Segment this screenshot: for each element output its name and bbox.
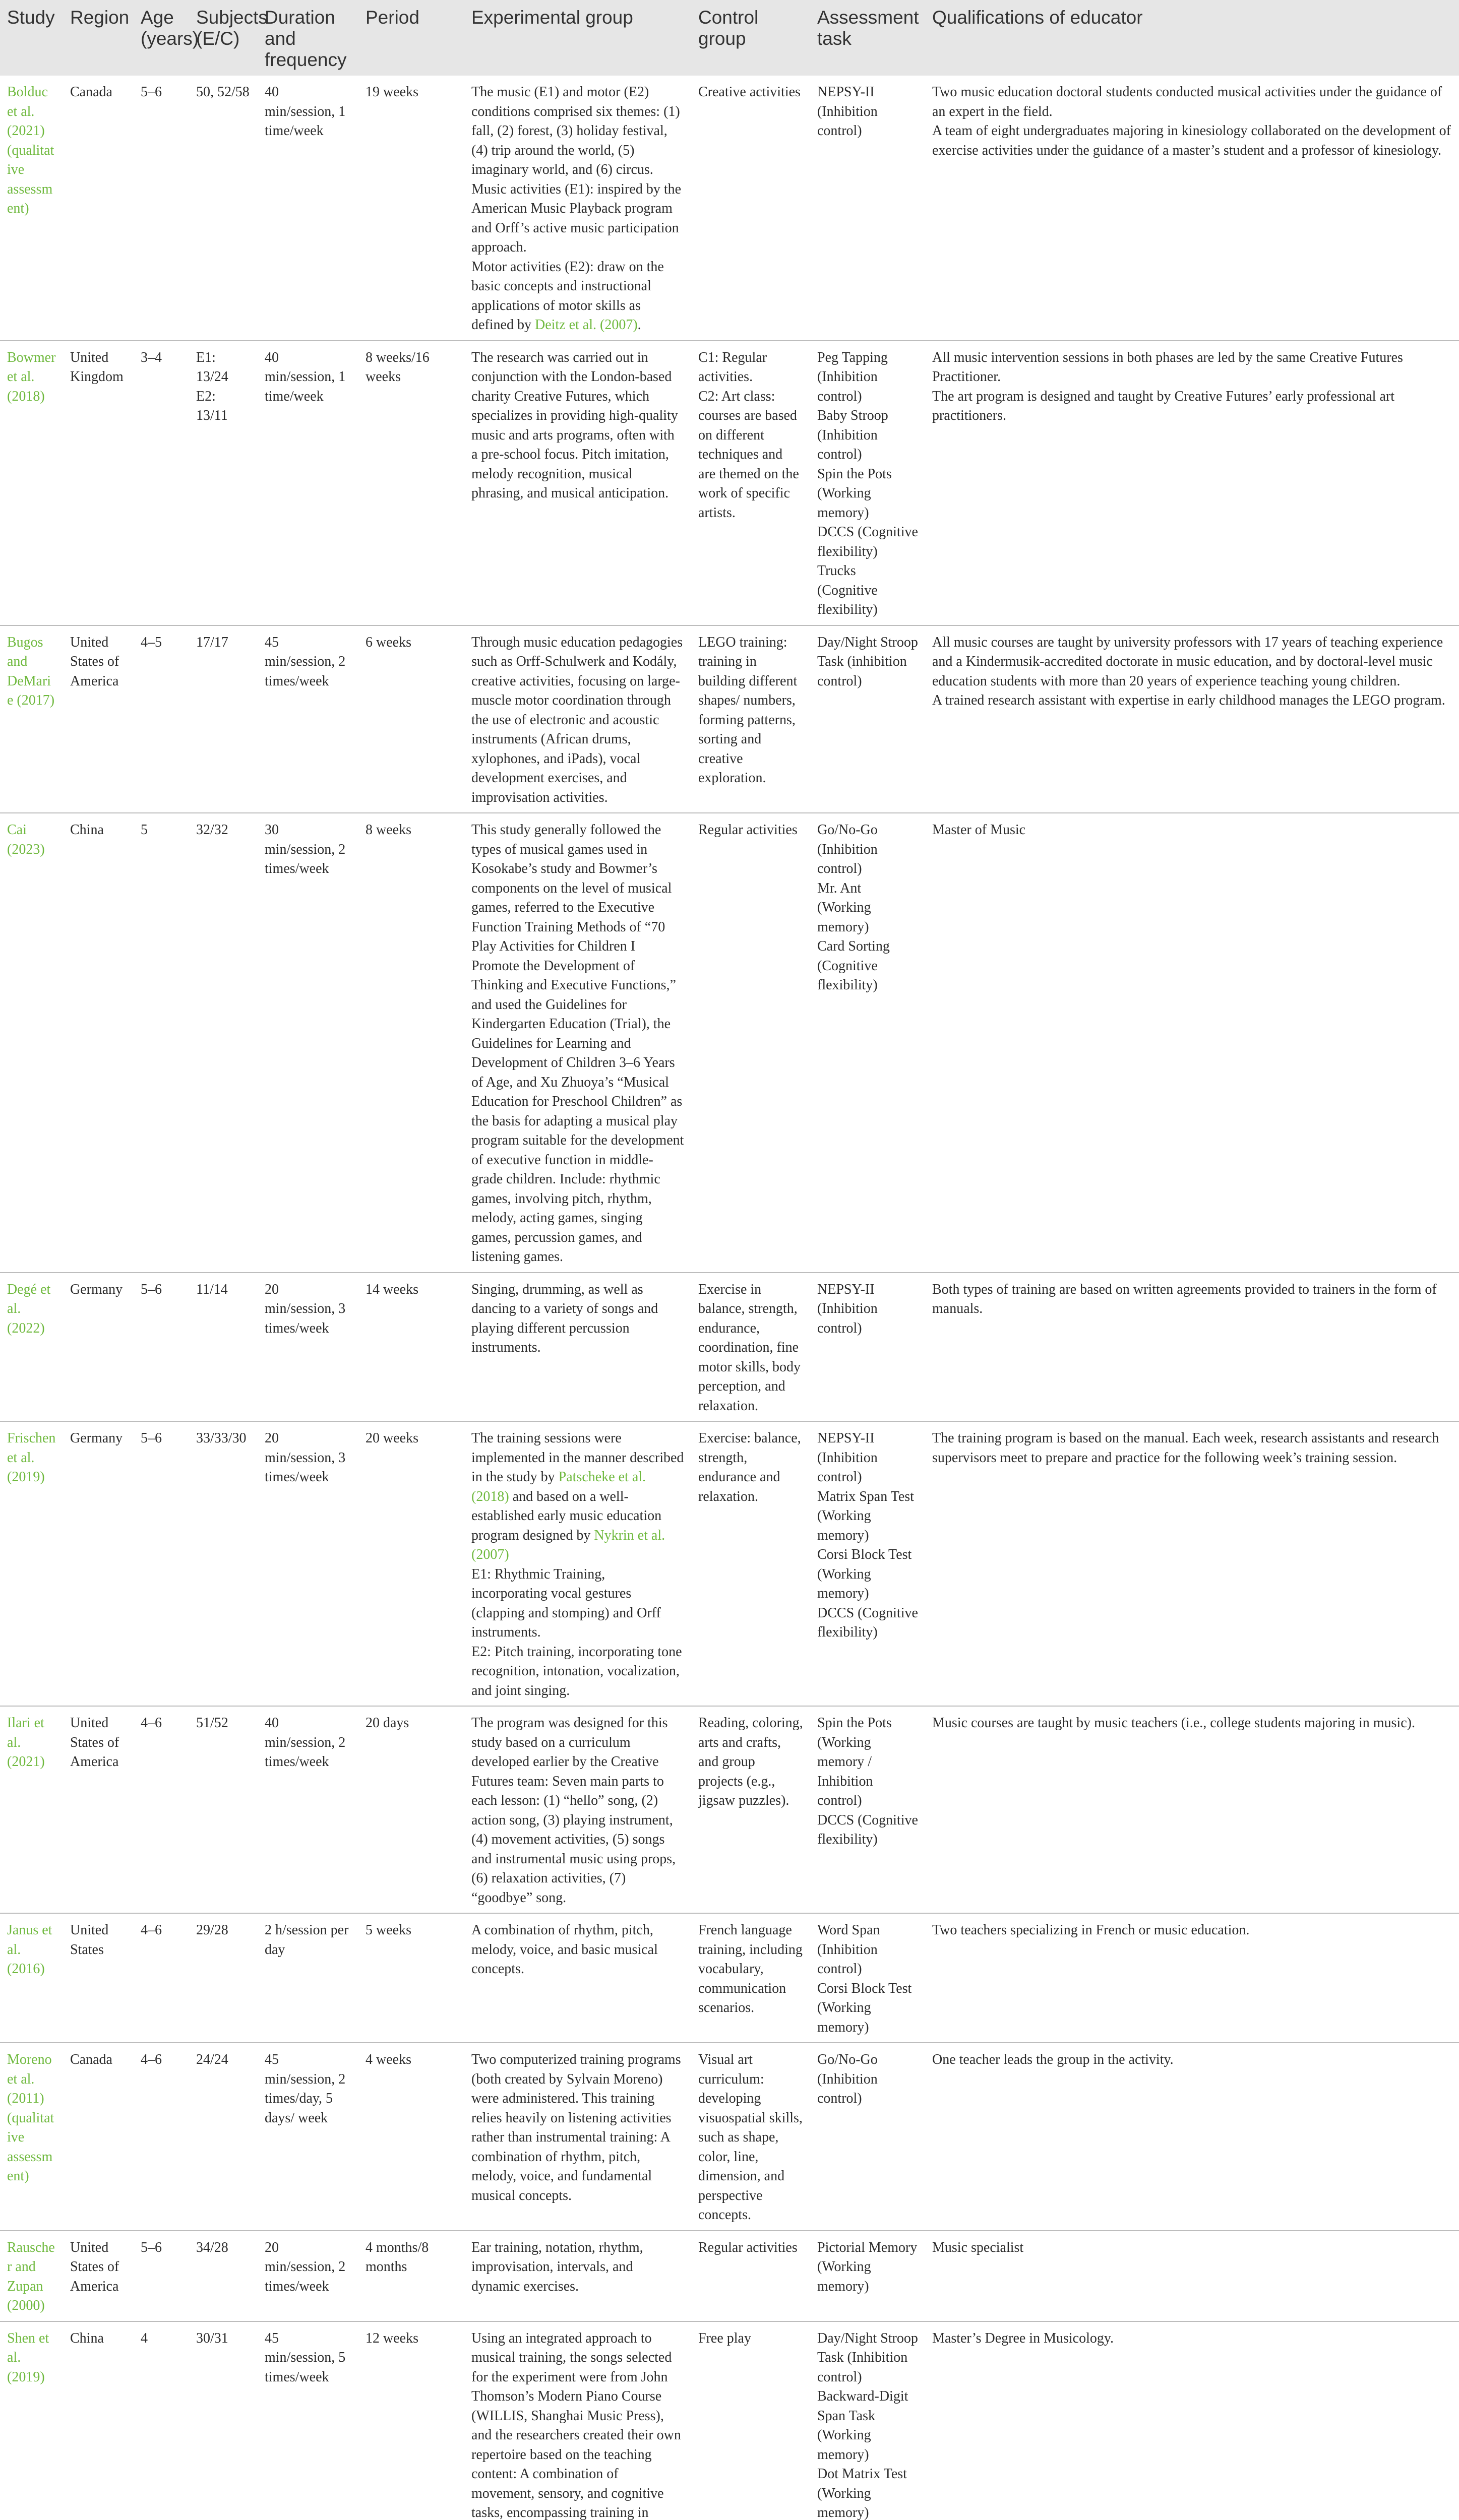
experimental-cell [464,1706,691,1913]
duration-cell: 2 h/session per day [258,1913,358,2043]
region-cell: China [63,813,134,1273]
period-cell: 6 weeks [358,625,464,813]
study-cell[interactable]: Cai (2023) [0,813,63,1273]
age-cell: 4–6 [134,1913,189,2043]
experimental-text: The research was carried out in conjunction with the London-based charity Creative Futures, which specializes in providing high-quality music and arts programs, often with a pre-school focus. Pitch imitation, melody recognition, musical phrasing, and musical anticipation. [471,349,678,501]
control-cell: Visual art curriculum: developing visuospatial skills, such as shape, color, line, dimension, and perspective concepts. [691,2043,810,2231]
period-cell: 8 weeks [358,813,464,1273]
region-cell: Germany [63,1421,134,1706]
study-cell[interactable]: Bowmer et al. (2018) [0,341,63,625]
header-period: Period [366,7,419,28]
control-cell: Creative activities [691,76,810,341]
period-cell: 14 weeks [358,1273,464,1422]
experimental-cell [464,2231,691,2321]
subjects-cell: 51/52 [189,1706,258,1913]
age-cell: 4–6 [134,1706,189,1913]
header-experimental: Experimental group [471,7,633,28]
educator-cell: One teacher leads the group in the activity. [925,2043,1459,2231]
experimental-text: The training sessions were implemented in the manner described in the study by [471,1430,684,1485]
assessment-cell: NEPSY-II (Inhibition control) [810,76,925,341]
period-cell: 20 weeks [358,1421,464,1706]
table-row [0,1913,1459,2043]
region-cell: Canada [63,76,134,341]
experimental-text: Through music education pedagogies such as Orff-Schulwerk and Kodály, creative activities, focusing on large-muscle motor coordination through the use of electronic and acoustic instruments (African drums, xylophones, and iPads), vocal development exercises, and improvisation activities. [471,634,683,805]
header-assessment: Assessment task [817,7,919,49]
experimental-text: E1: Rhythmic Training, incorporating vocal gestures (clapping and stomping) and Orff instruments. E2: Pitch training, incorporating tone recognition, intonation, vocalization, and joint singing. [471,1566,682,1698]
header-educator: Qualifications of educator [932,7,1143,28]
duration-cell: 40 min/session, 1 time/week [258,76,358,341]
study-cell[interactable]: Shen et al. (2019) [0,2321,63,2520]
subjects-cell: 34/28 [189,2231,258,2321]
educator-cell: Both types of training are based on written agreements provided to trainers in the form of manuals. [925,1273,1459,1422]
table-row [0,1421,1459,1706]
control-cell: Exercise in balance, strength, endurance, coordination, fine motor skills, body perception, and relaxation. [691,1273,810,1422]
subjects-cell: 32/32 [189,813,258,1273]
table-row [0,2231,1459,2321]
region-cell: Canada [63,2043,134,2231]
table-row [0,76,1459,341]
educator-cell: The training program is based on the manual. Each week, research assistants and research supervisors meet to prepare and practice for the following week’s training session. [925,1421,1459,1706]
control-cell: Regular activities [691,2231,810,2321]
age-cell: 5 [134,813,189,1273]
experimental-cell [464,1273,691,1422]
age-cell: 5–6 [134,1273,189,1422]
age-cell: 3–4 [134,341,189,625]
period-cell: 8 weeks/16 weeks [358,341,464,625]
period-cell: 20 days [358,1706,464,1913]
table-row [0,2043,1459,2231]
table-body [0,76,1459,2520]
region-cell: United States of America [63,2231,134,2321]
subjects-cell: 24/24 [189,2043,258,2231]
educator-cell: Two music education doctoral students conducted musical activities under the guidance of an expert in the field. A team of eight undergraduates majoring in kinesiology collaborated on the development of exercise activities under the guidance of a master’s student and a professor of kinesiology. [925,76,1459,341]
experimental-text: Ear training, notation, rhythm, improvisation, intervals, and dynamic exercises. [471,2239,643,2294]
subjects-cell: E1: 13/24 E2: 13/11 [189,341,258,625]
control-cell: Exercise: balance, strength, endurance and relaxation. [691,1421,810,1706]
region-cell: Germany [63,1273,134,1422]
duration-cell: 20 min/session, 3 times/week [258,1421,358,1706]
control-cell: Regular activities [691,813,810,1273]
educator-cell: Music courses are taught by music teachers (i.e., college students majoring in music). [925,1706,1459,1913]
age-cell: 4–5 [134,625,189,813]
assessment-cell: Pictorial Memory (Working memory) [810,2231,925,2321]
experimental-text: and based on a well-established early music education program designed by [471,1488,662,1543]
table-row [0,813,1459,1273]
experimental-text: Using an integrated approach to musical training, the songs selected for the experiment were from John Thomson’s Modern Piano Course (WILLIS, Shanghai Music Press), and the researchers created their own repertoire based on the teaching content: A combination of movement, sensory, and cognitive tasks, encompassing training in [471,2330,681,2520]
header-duration: Duration and frequency [265,7,347,70]
educator-cell: Music specialist [925,2231,1459,2321]
header-study: Study [7,7,55,28]
experimental-cell [464,1421,691,1706]
region-cell: United States of America [63,625,134,813]
assessment-cell: Day/Night Stroop Task (Inhibition control) Backward-Digit Span Task (Working memory) Dot Matrix Test (Working memory) [810,2321,925,2520]
study-cell[interactable]: Frischen et al. (2019) [0,1421,63,1706]
table-header-row [0,0,1459,76]
period-cell: 4 weeks [358,2043,464,2231]
duration-cell: 45 min/session, 2 times/day, 5 days/ week [258,2043,358,2231]
educator-cell: Two teachers specializing in French or music education. [925,1913,1459,2043]
educator-cell: Master’s Degree in Musicology. [925,2321,1459,2520]
control-cell: French language training, including vocabulary, communication scenarios. [691,1913,810,2043]
age-cell: 4 [134,2321,189,2520]
subjects-cell: 30/31 [189,2321,258,2520]
educator-cell: All music courses are taught by university professors with 17 years of teaching experience and a Kindermusik-accredited doctorate in music education, and by doctoral-level music education students with more than 20 years of experience teaching young children. A trained research assistant with expertise in early childhood manages the LEGO program. [925,625,1459,813]
assessment-cell: Go/No-Go (Inhibition control) [810,2043,925,2231]
duration-cell: 20 min/session, 2 times/week [258,2231,358,2321]
region-cell: China [63,2321,134,2520]
period-cell: 5 weeks [358,1913,464,2043]
control-cell: Free play [691,2321,810,2520]
subjects-cell: 17/17 [189,625,258,813]
region-cell: United Kingdom [63,341,134,625]
age-cell: 5–6 [134,76,189,341]
study-cell[interactable]: Ilari et al. (2021) [0,1706,63,1913]
study-cell[interactable]: Bugos and DeMarie (2017) [0,625,63,813]
experimental-cell [464,76,691,341]
assessment-cell: Day/Night Stroop Task (inhibition control) [810,625,925,813]
experimental-cell [464,813,691,1273]
period-cell: 4 months/8 months [358,2231,464,2321]
duration-cell: 30 min/session, 2 times/week [258,813,358,1273]
header-control: Control group [698,7,759,49]
duration-cell: 40 min/session, 2 times/week [258,1706,358,1913]
experimental-cell [464,1913,691,2043]
experimental-cell [464,2043,691,2231]
table-row [0,1706,1459,1913]
experimental-cell [464,2321,691,2520]
assessment-cell: Go/No-Go (Inhibition control) Mr. Ant (Working memory) Card Sorting (Cognitive flexibility) [810,813,925,1273]
period-cell: 19 weeks [358,76,464,341]
duration-cell: 45 min/session, 5 times/week [258,2321,358,2520]
citation-link[interactable]: Patscheke et al. (2018) [471,1469,646,1504]
table-row [0,1273,1459,1422]
experimental-text: Two computerized training programs (both created by Sylvain Moreno) were administered. This training relies heavily on listening activities rather than instrumental training: A combination of rhythm, pitch, melody, voice, and fundamental musical concepts. [471,2052,681,2203]
experimental-cell [464,341,691,625]
experimental-text: Singing, drumming, as well as dancing to a variety of songs and playing different percussion instruments. [471,1281,658,1355]
header-region: Region [70,7,130,28]
subjects-cell: 50, 52/58 [189,76,258,341]
assessment-cell: Peg Tapping (Inhibition control) Baby Stroop (Inhibition control) Spin the Pots (Working memory) DCCS (Cognitive flexibility) Trucks (Cognitive flexibility) [810,341,925,625]
experimental-text: A combination of rhythm, pitch, melody, voice, and basic musical concepts. [471,1922,658,1977]
duration-cell: 40 min/session, 1 time/week [258,341,358,625]
table-row [0,341,1459,625]
control-cell: Reading, coloring, arts and crafts, and group projects (e.g., jigsaw puzzles). [691,1706,810,1913]
experimental-text: The program was designed for this study based on a curriculum developed earlier by the Creative Futures team: Seven main parts to each lesson: (1) “hello” song, (2) action song, (3) playing instrument, (4) movement activities, (5) songs and instrumental music using props, (6) relaxation activities, (7) “goodbye” song. [471,1715,676,1906]
region-cell: United States [63,1913,134,2043]
table-row [0,625,1459,813]
educator-cell: All music intervention sessions in both phases are led by the same Creative Futures Practitioner. The art program is designed and taught by Creative Futures’ early professional art practitioners. [925,341,1459,625]
experimental-cell [464,625,691,813]
control-cell: LEGO training: training in building different shapes/ numbers, forming patterns, sorting and creative exploration. [691,625,810,813]
experimental-text: This study generally followed the types of musical games used in Kosokabe’s study and Bowmer’s components on the level of musical games, referred to the Executive Function Training Methods of “70 Play Activities for Children I Promote the Development of Thinking and Executive Functions,” and used the Guidelines for Kindergarten Education (Trial), the Guidelines for Learning and Development of Children 3–6 Years of Age, and Xu Zhuoya’s “Musical Education for Preschool Children” as the basis for adapting a musical play program suitable for the development of executive function in middle-grade children. Include: rhythmic games, involving pitch, rhythm, melody, acting games, singing games, percussion games, and listening games. [471,822,684,1265]
table-row [0,2321,1459,2520]
educator-cell: Master of Music [925,813,1459,1273]
control-cell: C1: Regular activities. C2: Art class: courses are based on different techniques and are themed on the work of specific artists. [691,341,810,625]
header-subjects: Subjects (E/C) [196,7,268,49]
period-cell: 12 weeks [358,2321,464,2520]
subjects-cell: 11/14 [189,1273,258,1422]
citation-link[interactable]: Deitz et al. (2007) [534,317,638,333]
region-cell: United States of America [63,1706,134,1913]
experimental-text: The music (E1) and motor (E2) conditions comprised six themes: (1) fall, (2) forest, (3) holiday festival, (4) trip around the world, (5) imaginary world, and (6) circus. Music activities (E1): inspired by the American Music Playback program and Orff’s active music participation approach. Motor activities (E2): draw on the basic concepts and instructional applications of motor skills as defined by [471,84,682,333]
study-cell[interactable]: Bolduc et al. (2021) (qualitative assessment) [0,76,63,341]
subjects-cell: 29/28 [189,1913,258,2043]
age-cell: 5–6 [134,2231,189,2321]
duration-cell: 45 min/session, 2 times/week [258,625,358,813]
study-cell[interactable]: Rauscher and Zupan (2000) [0,2231,63,2321]
study-cell[interactable]: Degé et al. (2022) [0,1273,63,1422]
study-cell[interactable]: Moreno et al. (2011) (qualitative assessment) [0,2043,63,2231]
experimental-text: . [637,317,641,333]
assessment-cell: Word Span (Inhibition control) Corsi Block Test (Working memory) [810,1913,925,2043]
citation-link[interactable]: Nykrin et al. (2007) [471,1527,665,1562]
duration-cell: 20 min/session, 3 times/week [258,1273,358,1422]
subjects-cell: 33/33/30 [189,1421,258,1706]
assessment-cell: NEPSY-II (Inhibition control) [810,1273,925,1422]
header-age: Age (years) [141,7,199,49]
study-cell[interactable]: Janus et al. (2016) [0,1913,63,2043]
age-cell: 4–6 [134,2043,189,2231]
assessment-cell: Spin the Pots (Working memory / Inhibition control) DCCS (Cognitive flexibility) [810,1706,925,1913]
assessment-cell: NEPSY-II (Inhibition control) Matrix Span Test (Working memory) Corsi Block Test (Working memory) DCCS (Cognitive flexibility) [810,1421,925,1706]
age-cell: 5–6 [134,1421,189,1706]
